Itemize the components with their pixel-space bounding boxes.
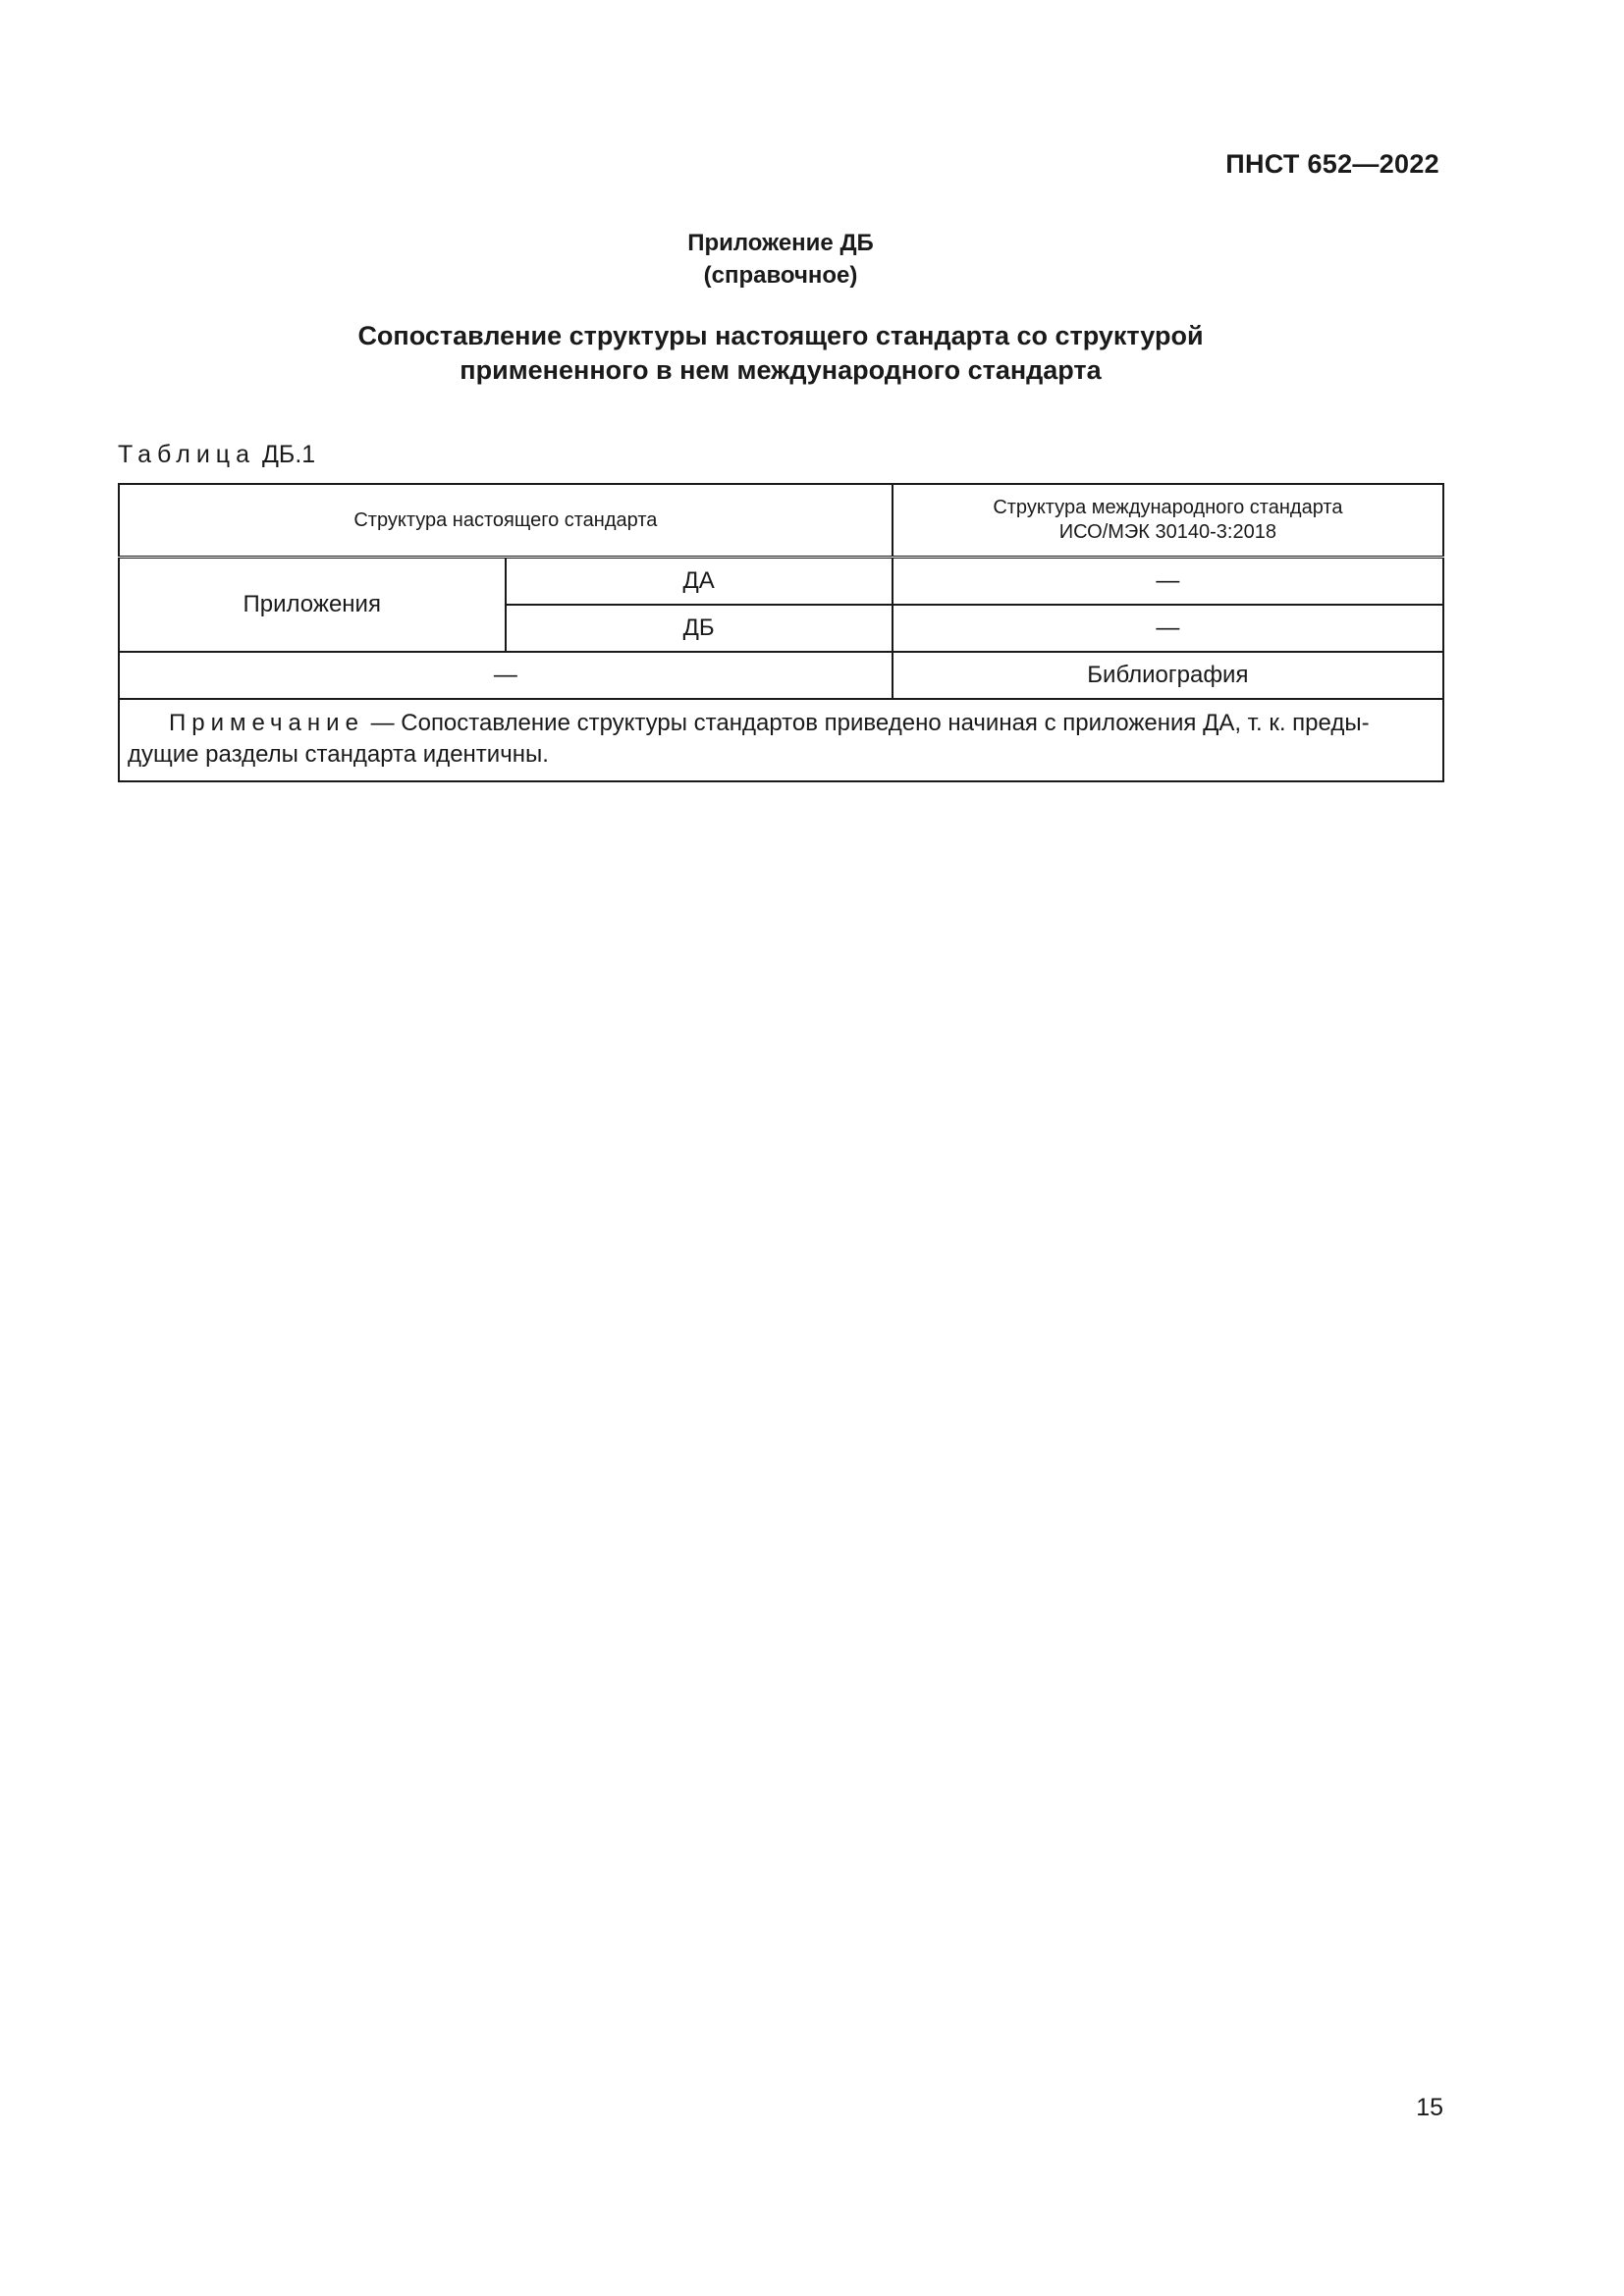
note-line-1 bbox=[128, 708, 1435, 739]
annex-title-line-1: Сопоставление структуры настоящего стандарта со структурой bbox=[357, 321, 1204, 350]
cell-bibliography-international: Библиография bbox=[893, 652, 1443, 699]
group-cell-annexes: Приложения bbox=[119, 558, 506, 653]
annex-title bbox=[0, 319, 1561, 388]
note-line-2: дущие разделы стандарта идентичны. bbox=[128, 741, 549, 768]
note-text-1: — Сопоставление структуры стандартов приведено начиная с приложения ДА, т. к. преды- bbox=[363, 710, 1370, 736]
table-note-cell bbox=[119, 699, 1443, 781]
table-caption-word: Таблица bbox=[118, 441, 256, 468]
document-code: ПНСТ 652—2022 bbox=[1225, 149, 1439, 179]
header-right-line-1: Структура международного стандарта bbox=[993, 497, 1343, 518]
table-row bbox=[119, 652, 1443, 699]
annex-title-line-2: примененного в нем международного стандарта bbox=[460, 355, 1102, 385]
cell-bibliography-current: — bbox=[119, 652, 893, 699]
annex-name: Приложение ДБ bbox=[687, 230, 874, 256]
structure-comparison-table bbox=[118, 483, 1444, 782]
table-caption bbox=[118, 441, 315, 469]
cell-annex-da: ДА bbox=[506, 558, 893, 606]
annex-kind: (справочное) bbox=[703, 262, 858, 289]
cell-annex-db: ДБ bbox=[506, 605, 893, 652]
annex-heading bbox=[0, 227, 1561, 292]
table-caption-id: ДБ.1 bbox=[261, 441, 316, 468]
table-header-row bbox=[119, 484, 1443, 558]
header-right-line-2: ИСО/МЭК 30140-3:2018 bbox=[1058, 521, 1276, 543]
cell-annex-db-match: — bbox=[893, 605, 1443, 652]
cell-annex-da-match: — bbox=[893, 558, 1443, 606]
header-cell-international-standard bbox=[893, 484, 1443, 558]
table-row bbox=[119, 558, 1443, 606]
note-label: Примечание bbox=[169, 710, 364, 736]
table-note-row bbox=[119, 699, 1443, 781]
page-number: 15 bbox=[1416, 2094, 1443, 2121]
header-cell-current-standard: Структура настоящего стандарта bbox=[119, 484, 893, 558]
